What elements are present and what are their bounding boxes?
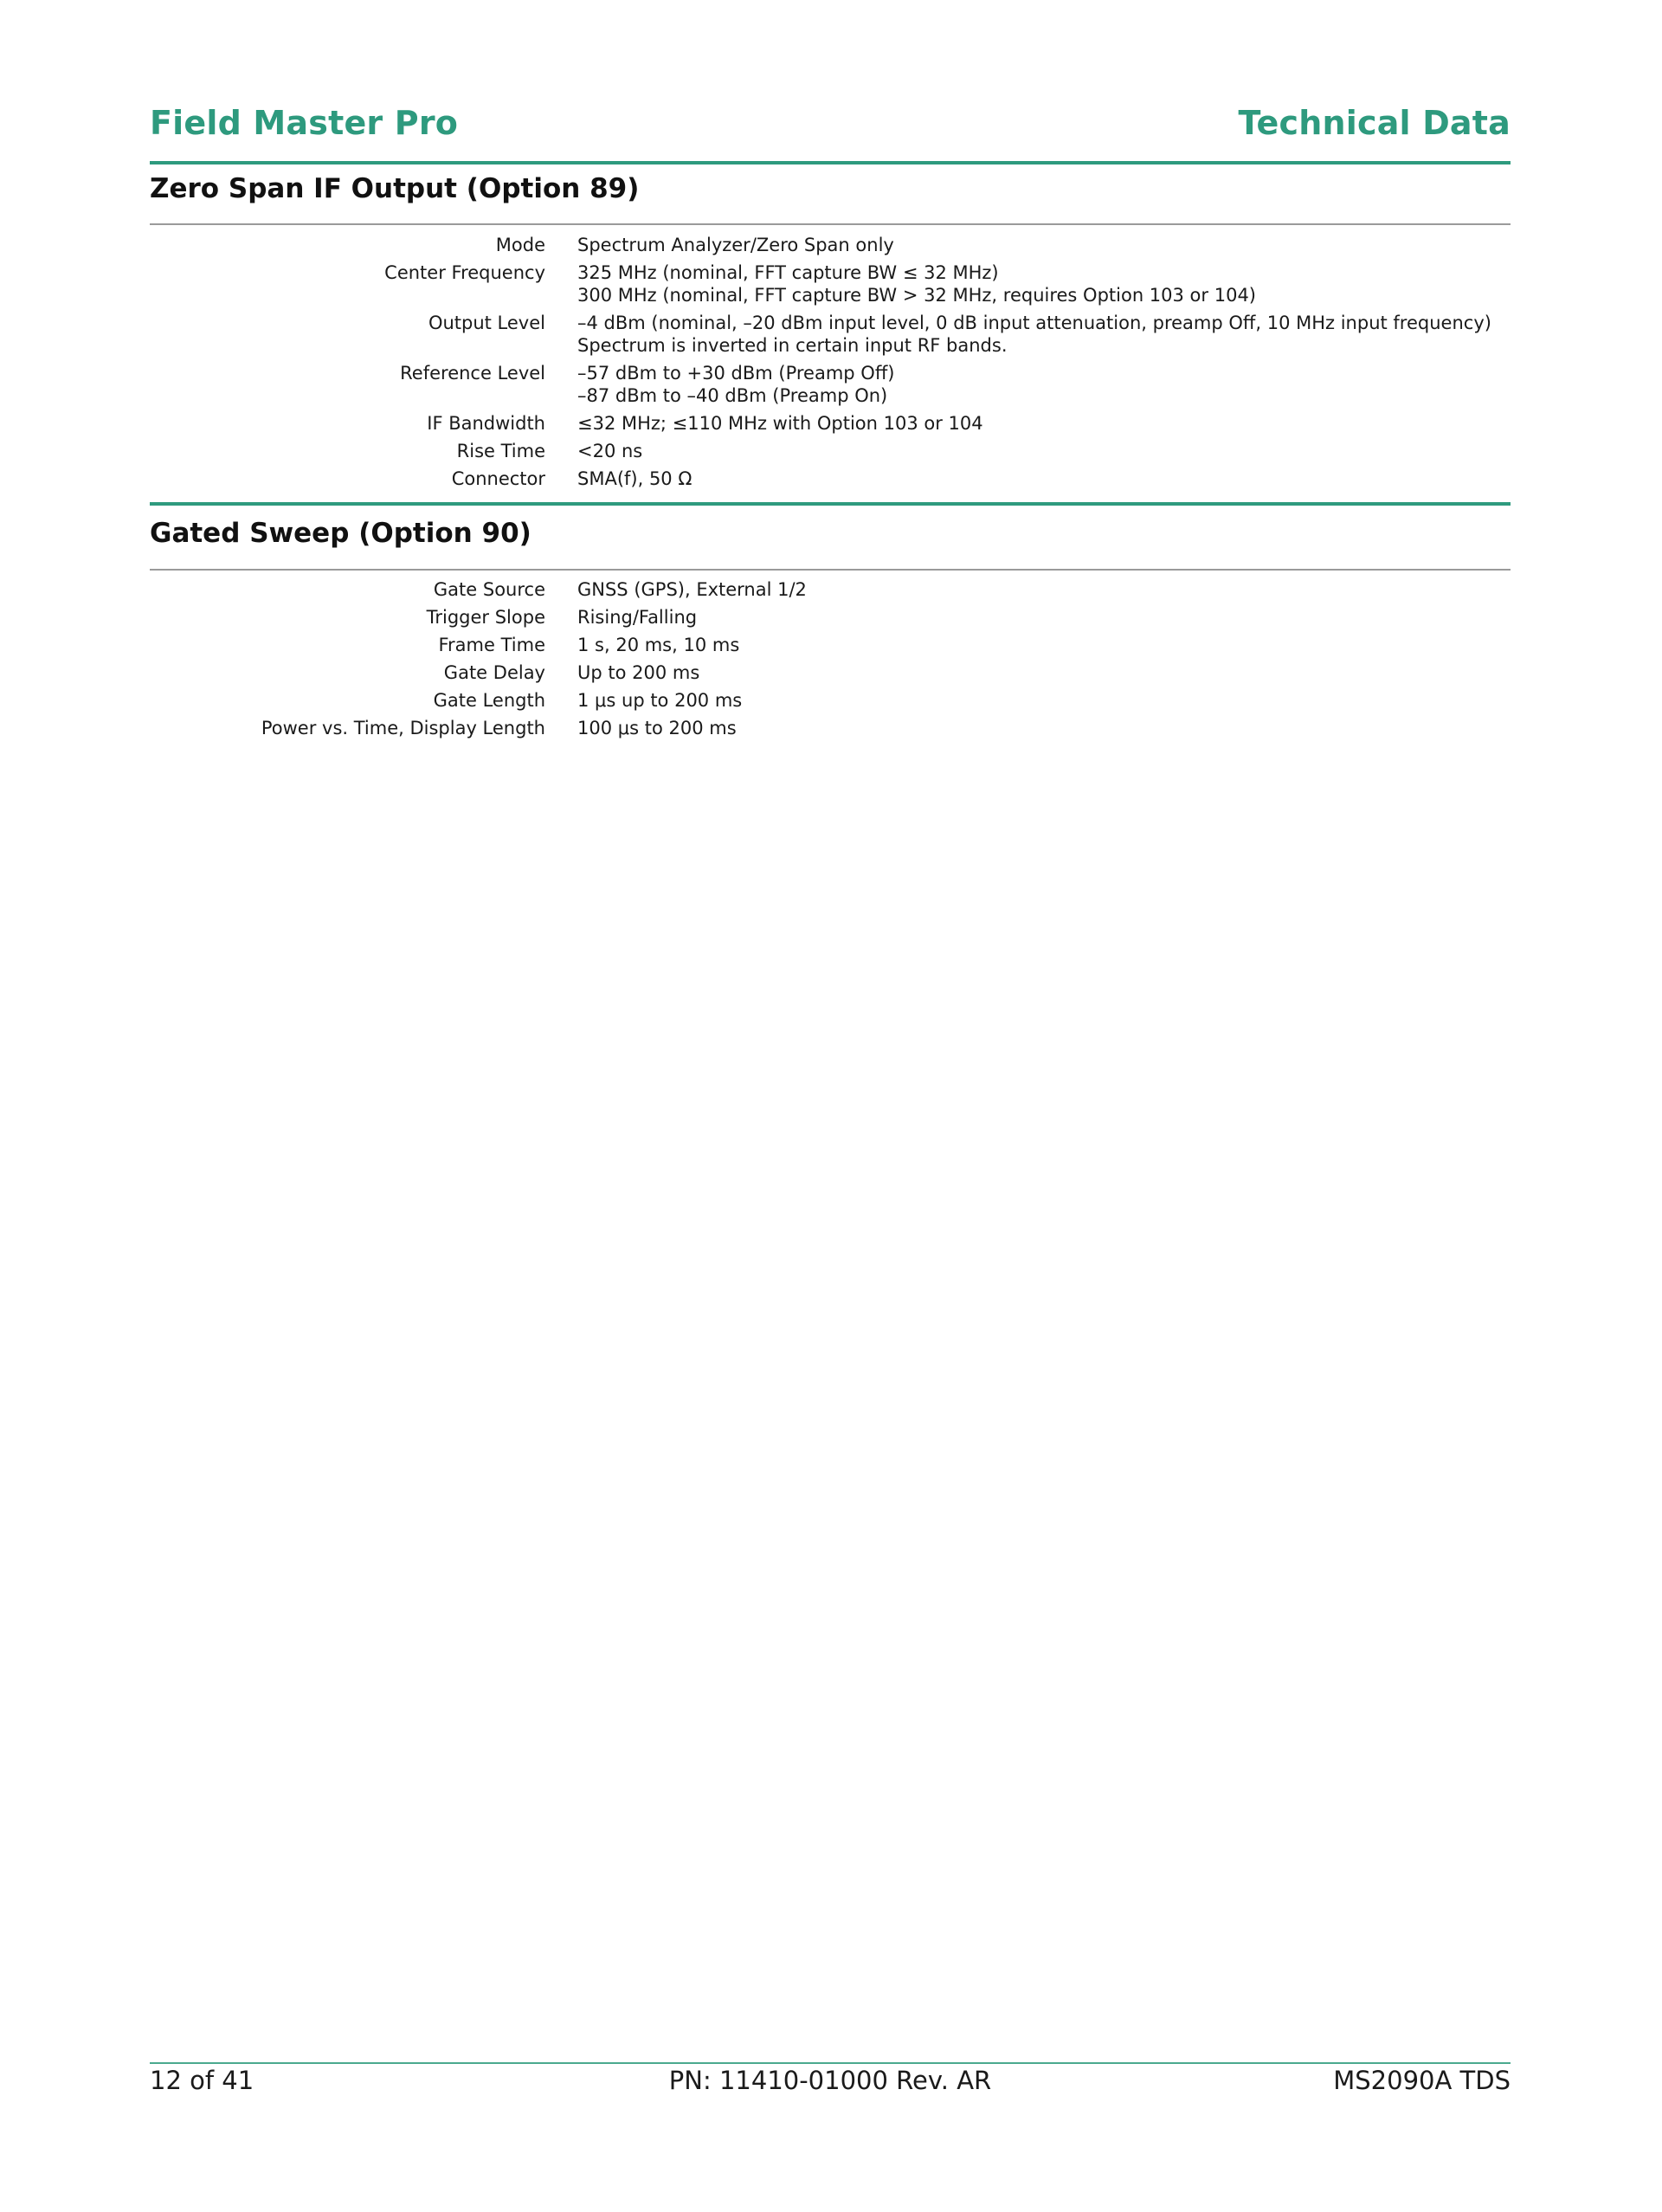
- spec-label: Power vs. Time, Display Length: [261, 718, 545, 738]
- spec-row: [150, 689, 1511, 717]
- spec-value: [577, 412, 1511, 440]
- spec-row: [150, 634, 1511, 661]
- spec-value-line: ≤32 MHz; ≤110 MHz with Option 103 or 104: [577, 413, 983, 434]
- spec-label: Connector: [451, 468, 545, 489]
- page-footer: [150, 2066, 1511, 2100]
- document-id: MS2090A TDS: [1333, 2066, 1511, 2095]
- spec-row: [150, 234, 1511, 261]
- spec-value-line: 325 MHz (nominal, FFT capture BW ≤ 32 MHz): [577, 262, 999, 283]
- spec-value-line: SMA(f), 50 Ω: [577, 468, 692, 489]
- spec-row: [150, 312, 1511, 362]
- spec-row: [150, 412, 1511, 440]
- spec-table-zero-span: [150, 234, 1511, 495]
- spec-row: [150, 578, 1511, 606]
- section-title-zero-span: Zero Span IF Output (Option 89): [150, 173, 640, 204]
- spec-value-line: Spectrum is inverted in certain input RF bands.: [577, 335, 1008, 356]
- spec-row: [150, 606, 1511, 634]
- spec-value-line: <20 ns: [577, 441, 643, 461]
- spec-row: [150, 440, 1511, 468]
- spec-label: Output Level: [428, 313, 545, 333]
- spec-label: Center Frequency: [384, 262, 545, 283]
- spec-value: [577, 717, 1511, 745]
- spec-value-line: –87 dBm to –40 dBm (Preamp On): [577, 385, 888, 406]
- spec-label: Frame Time: [438, 635, 545, 655]
- spec-value: [577, 578, 1511, 606]
- spec-value: [577, 362, 1511, 412]
- spec-value-line: Up to 200 ms: [577, 662, 700, 683]
- spec-value: [577, 689, 1511, 717]
- spec-value-line: –57 dBm to +30 dBm (Preamp Off): [577, 363, 895, 384]
- page-number: 12 of 41: [150, 2066, 254, 2095]
- section-end-rule: [150, 502, 1511, 506]
- spec-value-line: Spectrum Analyzer/Zero Span only: [577, 235, 894, 255]
- spec-value-line: 300 MHz (nominal, FFT capture BW > 32 MHz, requires Option 103 or 104): [577, 285, 1256, 306]
- spec-value: [577, 261, 1511, 312]
- spec-value-line: 100 μs to 200 ms: [577, 718, 737, 738]
- spec-value: [577, 661, 1511, 689]
- spec-label: Rise Time: [456, 441, 545, 461]
- spec-table-gated-sweep: [150, 578, 1511, 745]
- spec-label: Gate Delay: [443, 662, 545, 683]
- spec-value: [577, 234, 1511, 261]
- spec-value-line: 1 μs up to 200 ms: [577, 690, 743, 711]
- spec-value: [577, 468, 1511, 495]
- spec-label: IF Bandwidth: [427, 413, 545, 434]
- section-title-gated-sweep: Gated Sweep (Option 90): [150, 518, 531, 549]
- product-title: Field Master Pro: [150, 104, 459, 142]
- spec-label: Reference Level: [400, 363, 545, 384]
- spec-value-line: GNSS (GPS), External 1/2: [577, 579, 807, 600]
- spec-row: [150, 661, 1511, 689]
- spec-value-line: 1 s, 20 ms, 10 ms: [577, 635, 740, 655]
- spec-value: [577, 634, 1511, 661]
- section-divider: [150, 569, 1511, 571]
- spec-row: [150, 261, 1511, 312]
- part-number: PN: 11410-01000 Rev. AR: [668, 2066, 992, 2095]
- spec-value: [577, 312, 1511, 362]
- spec-value-line: –4 dBm (nominal, –20 dBm input level, 0 dB input attenuation, preamp Off, 10 MHz input frequency): [577, 313, 1491, 333]
- spec-label: Trigger Slope: [426, 607, 545, 628]
- spec-value: [577, 606, 1511, 634]
- spec-label: Gate Source: [433, 579, 545, 600]
- document-page: [150, 0, 1511, 2212]
- spec-value-line: Rising/Falling: [577, 607, 698, 628]
- footer-rule: [150, 2062, 1511, 2064]
- spec-label: Mode: [495, 235, 545, 255]
- spec-row: [150, 362, 1511, 412]
- spec-label: Gate Length: [433, 690, 545, 711]
- section-category-title: Technical Data: [1238, 104, 1511, 142]
- spec-value: [577, 440, 1511, 468]
- page-header: [150, 102, 1511, 164]
- spec-row: [150, 717, 1511, 745]
- section-divider: [150, 223, 1511, 225]
- spec-row: [150, 468, 1511, 495]
